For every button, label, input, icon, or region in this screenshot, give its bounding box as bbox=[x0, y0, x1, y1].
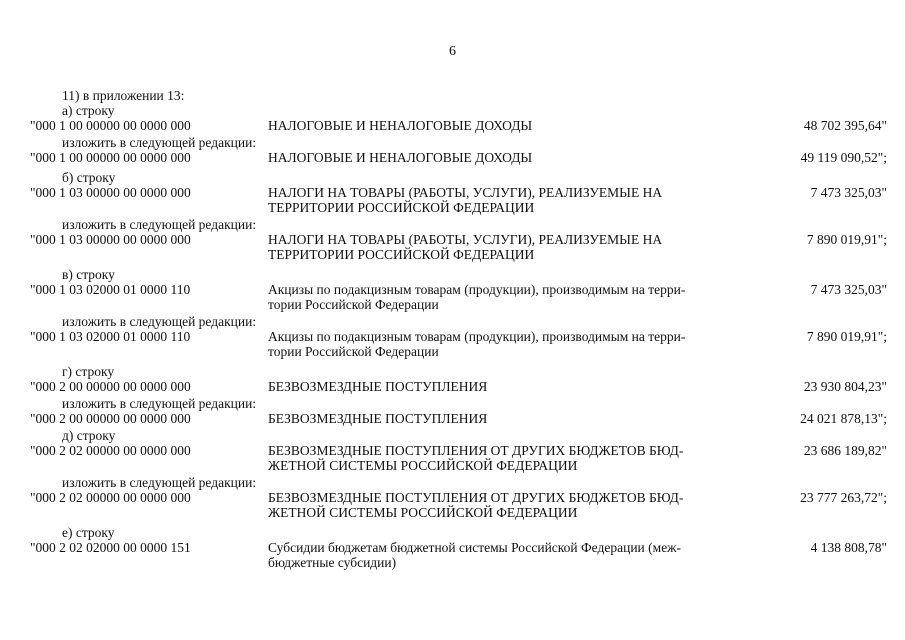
name-line-1: БЕЗВОЗМЕЗДНЫЕ ПОСТУПЛЕНИЯ ОТ ДРУГИХ БЮДЖЕТОВ БЮД- bbox=[268, 490, 684, 505]
table-row bbox=[0, 185, 905, 217]
budget-item-name: НАЛОГОВЫЕ И НЕНАЛОГОВЫЕ ДОХОДЫ bbox=[268, 118, 533, 133]
name-line-2: ЖЕТНОЙ СИСТЕМЫ РОССИЙСКОЙ ФЕДЕРАЦИИ bbox=[268, 505, 578, 520]
budget-item-name: БЕЗВОЗМЕЗДНЫЕ ПОСТУПЛЕНИЯ bbox=[268, 379, 488, 394]
table-row bbox=[0, 150, 905, 167]
budget-item-name: НАЛОГОВЫЕ И НЕНАЛОГОВЫЕ ДОХОДЫ bbox=[268, 150, 533, 165]
replace-label: изложить в следующей редакции: bbox=[62, 396, 257, 411]
table-row bbox=[0, 118, 905, 135]
section-heading: 11) в приложении 13: bbox=[62, 88, 185, 103]
document-body bbox=[0, 88, 905, 572]
replace-label: изложить в следующей редакции: bbox=[62, 475, 257, 490]
replace-label: изложить в следующей редакции: bbox=[62, 314, 257, 329]
name-line-1: НАЛОГИ НА ТОВАРЫ (РАБОТЫ, УСЛУГИ), РЕАЛИЗУЕМЫЕ НА bbox=[268, 185, 663, 200]
name-line-2: бюджетные субсидии) bbox=[268, 555, 397, 570]
name-line-2: тории Российской Федерации bbox=[268, 344, 439, 359]
budget-amount: 7 890 019,91"; bbox=[806, 232, 887, 247]
budget-code: "000 1 00 00000 00 0000 000 bbox=[30, 150, 191, 165]
replace-label: изложить в следующей редакции: bbox=[62, 135, 257, 150]
budget-code: "000 1 03 02000 01 0000 110 bbox=[30, 329, 191, 344]
item-label-v: в) строку bbox=[62, 267, 115, 282]
name-line-1: БЕЗВОЗМЕЗДНЫЕ ПОСТУПЛЕНИЯ ОТ ДРУГИХ БЮДЖЕТОВ БЮД- bbox=[268, 443, 684, 458]
budget-item-name bbox=[268, 232, 738, 262]
table-row bbox=[0, 540, 905, 572]
budget-code: "000 1 00 00000 00 0000 000 bbox=[30, 118, 191, 133]
item-label-d: д) строку bbox=[62, 428, 116, 443]
replace-label: изложить в следующей редакции: bbox=[62, 217, 257, 232]
item-label-b: б) строку bbox=[62, 170, 116, 185]
budget-amount: 23 686 189,82" bbox=[803, 443, 887, 458]
item-label-a: а) строку bbox=[62, 103, 115, 118]
budget-amount: 49 119 090,52"; bbox=[800, 150, 887, 165]
budget-amount: 7 473 325,03" bbox=[810, 282, 887, 297]
budget-item-name bbox=[268, 329, 738, 359]
name-line-1: Субсидии бюджетам бюджетной системы Российской Федерации (меж- bbox=[268, 540, 682, 555]
budget-amount: 23 777 263,72"; bbox=[800, 490, 887, 505]
budget-amount: 48 702 395,64" bbox=[803, 118, 887, 133]
budget-code: "000 2 02 00000 00 0000 000 bbox=[30, 443, 191, 458]
budget-item-name bbox=[268, 443, 738, 473]
table-row bbox=[0, 282, 905, 314]
budget-code: "000 2 00 00000 00 0000 000 bbox=[30, 379, 191, 394]
item-label-g: г) строку bbox=[62, 364, 115, 379]
table-row bbox=[0, 379, 905, 396]
budget-amount: 7 890 019,91"; bbox=[806, 329, 887, 344]
name-line-2: ЖЕТНОЙ СИСТЕМЫ РОССИЙСКОЙ ФЕДЕРАЦИИ bbox=[268, 458, 578, 473]
budget-amount: 7 473 325,03" bbox=[810, 185, 887, 200]
name-line-1: НАЛОГИ НА ТОВАРЫ (РАБОТЫ, УСЛУГИ), РЕАЛИЗУЕМЫЕ НА bbox=[268, 232, 663, 247]
budget-item-name bbox=[268, 490, 738, 520]
budget-item-name bbox=[268, 540, 738, 570]
table-row bbox=[0, 411, 905, 428]
name-line-2: ТЕРРИТОРИИ РОССИЙСКОЙ ФЕДЕРАЦИИ bbox=[268, 247, 535, 262]
budget-code: "000 2 00 00000 00 0000 000 bbox=[30, 411, 191, 426]
name-line-2: ТЕРРИТОРИИ РОССИЙСКОЙ ФЕДЕРАЦИИ bbox=[268, 200, 535, 215]
budget-amount: 4 138 808,78" bbox=[810, 540, 887, 555]
budget-amount: 23 930 804,23" bbox=[803, 379, 887, 394]
budget-code: "000 1 03 02000 01 0000 110 bbox=[30, 282, 191, 297]
budget-item-name bbox=[268, 282, 738, 312]
budget-item-name bbox=[268, 185, 738, 215]
name-line-2: тории Российской Федерации bbox=[268, 297, 439, 312]
item-label-e: е) строку bbox=[62, 525, 115, 540]
budget-amount: 24 021 878,13"; bbox=[800, 411, 887, 426]
budget-code: "000 2 02 02000 00 0000 151 bbox=[30, 540, 191, 555]
table-row bbox=[0, 490, 905, 522]
budget-code: "000 1 03 00000 00 0000 000 bbox=[30, 232, 191, 247]
name-line-1: Акцизы по подакцизным товарам (продукции), производимым на терри- bbox=[268, 329, 686, 344]
budget-item-name: БЕЗВОЗМЕЗДНЫЕ ПОСТУПЛЕНИЯ bbox=[268, 411, 488, 426]
name-line-1: Акцизы по подакцизным товарам (продукции), производимым на терри- bbox=[268, 282, 686, 297]
budget-code: "000 1 03 00000 00 0000 000 bbox=[30, 185, 191, 200]
table-row bbox=[0, 443, 905, 475]
budget-code: "000 2 02 00000 00 0000 000 bbox=[30, 490, 191, 505]
page-number: 6 bbox=[449, 44, 456, 59]
table-row bbox=[0, 329, 905, 361]
table-row bbox=[0, 232, 905, 264]
